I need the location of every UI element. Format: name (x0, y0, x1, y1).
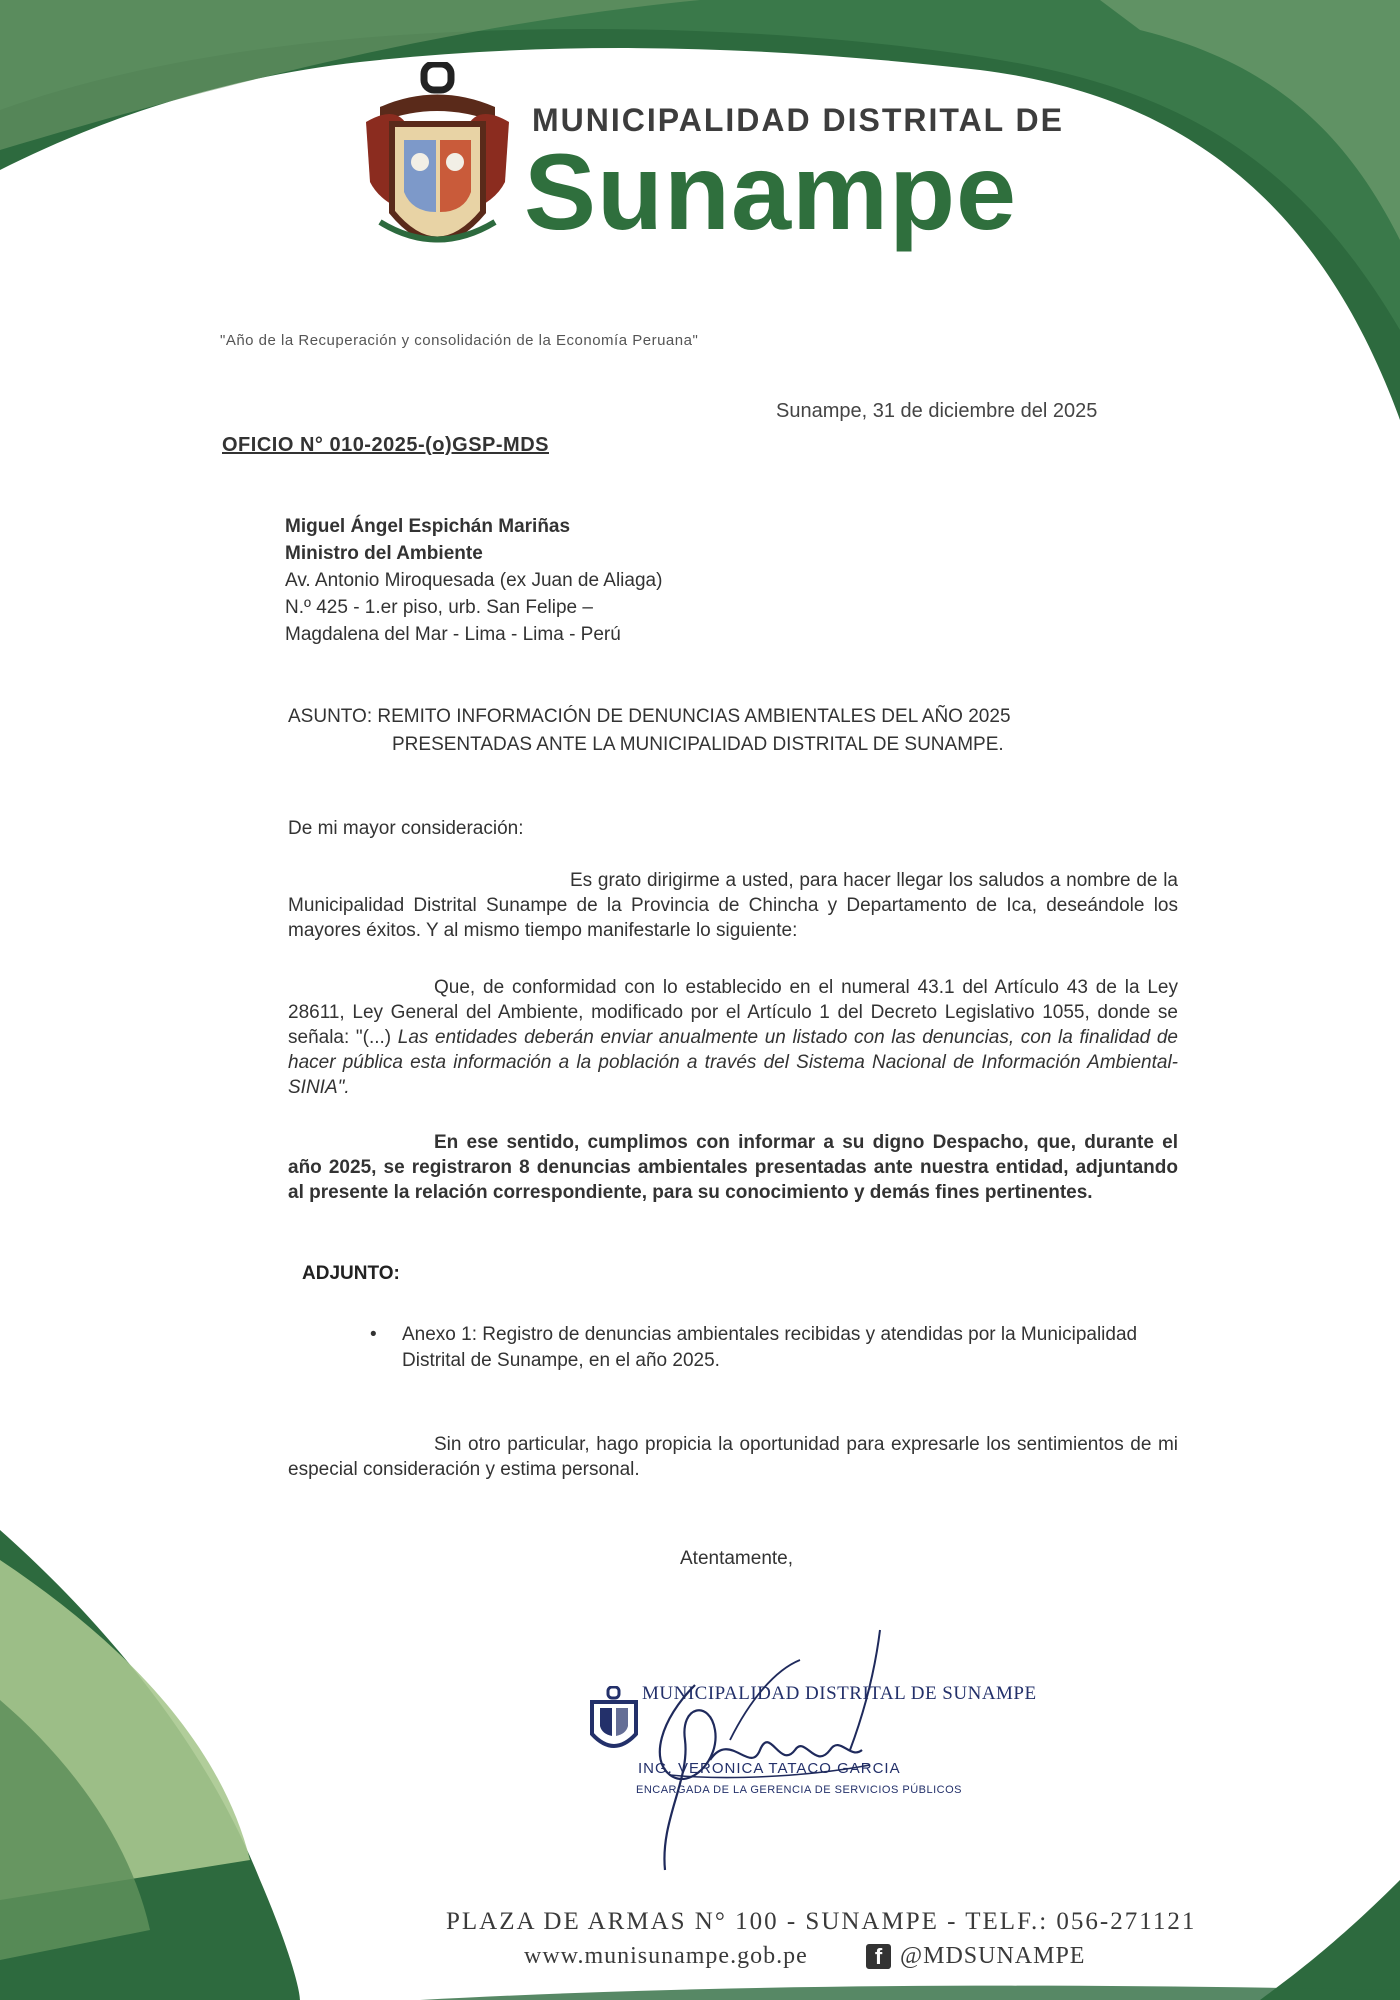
closing: Atentamente, (680, 1548, 794, 1569)
attachment-item (370, 1322, 1162, 1374)
footer-address: PLAZA DE ARMAS N° 100 - SUNAMPE - TELF.: 056-271121 (446, 1908, 1197, 1935)
subject-line-2: PRESENTADAS ANTE LA MUNICIPALIDAD DISTRITAL DE SUNAMPE. (392, 734, 1004, 755)
addressee-name: Miguel Ángel Espichán Mariñas (285, 516, 571, 537)
addressee-address-2: N.º 425 - 1.er piso, urb. San Felipe – (285, 597, 593, 618)
paragraph-legal-quote: Las entidades deberán enviar anualmente un listado con las denuncias, con la finalidad de hacer pública esta información a la población a través del Sistema Nacional de Información Ambiental-SINIA". (288, 1027, 1178, 1098)
oficio-number: OFICIO N° 010-2025-(o)GSP-MDS (222, 434, 549, 456)
salutation: De mi mayor consideración: (288, 818, 524, 839)
attachment-item-text: Anexo 1: Registro de denuncias ambientales recibidas y atendidas por la Municipalidad Distrital de Sunampe, en el año 2025. (402, 1324, 1138, 1371)
seal-entity: MUNICIPALIDAD DISTRITAL DE SUNAMPE (642, 1683, 1037, 1704)
paragraph-farewell (288, 1432, 1178, 1482)
municipal-coat-of-arms-icon (360, 62, 515, 272)
paragraph-greeting-text: Es grato dirigirme a usted, para hacer llegar los saludos a nombre de la Municipalidad Distrital Sunampe de la Provincia de Chincha y Departamento de Ica, deseándole los mayores éxitos. Y al mismo tiempo manifestarle lo siguiente: (288, 870, 1178, 941)
year-slogan: "Año de la Recuperación y consolidación de la Economía Peruana" (220, 332, 699, 349)
subject-block (288, 703, 1011, 759)
addressee-block (285, 513, 662, 648)
municipality-line: MUNICIPALIDAD DISTRITAL DE (532, 102, 1064, 138)
handwritten-signature (600, 1610, 920, 1880)
footer-social-handle[interactable]: @MDSUNAMPE (900, 1943, 1086, 1969)
footer-website[interactable]: www.munisunampe.gob.pe (524, 1943, 808, 1969)
addressee-address-3: Magdalena del Mar - Lima - Lima - Perú (285, 624, 621, 645)
municipality-name: Sunampe (524, 131, 1018, 252)
seal-role: ENCARGADA DE LA GERENCIA DE SERVICIOS PÚBLICOS (636, 1784, 962, 1796)
seal-signer: ING. VERONICA TATACO GARCIA (638, 1760, 901, 1777)
bullet-icon: • (370, 1324, 377, 1345)
subject-line-1: ASUNTO: REMITO INFORMACIÓN DE DENUNCIAS AMBIENTALES DEL AÑO 2025 (288, 706, 1011, 727)
document-date: Sunampe, 31 de diciembre del 2025 (776, 400, 1098, 422)
paragraph-greeting (288, 868, 1178, 943)
paragraph-legal (288, 975, 1178, 1100)
attachment-label: ADJUNTO: (302, 1263, 400, 1284)
addressee-title: Ministro del Ambiente (285, 543, 483, 564)
paragraph-legal-text: Que, de conformidad con lo establecido en el numeral 43.1 del Artículo 43 de la Ley 28611, Ley General del Ambiente, modificado por el Artículo 1 del Decreto Legislativo 1055, donde se señala: "(...) (288, 977, 1178, 1048)
addressee-address-1: Av. Antonio Miroquesada (ex Juan de Aliaga) (285, 570, 663, 591)
facebook-icon[interactable]: f (866, 1944, 891, 1969)
paragraph-report (288, 1130, 1178, 1205)
paragraph-farewell-text: Sin otro particular, hago propicia la oportunidad para expresarle los sentimientos de mi especial consideración y estima personal. (288, 1434, 1178, 1480)
paragraph-report-text: En ese sentido, cumplimos con informar a su digno Despacho, que, durante el año 2025, se registraron 8 denuncias ambientales presentadas ante nuestra entidad, adjuntando al presente la relación correspondiente, para su conocimiento y demás fines pertinentes. (288, 1132, 1178, 1203)
